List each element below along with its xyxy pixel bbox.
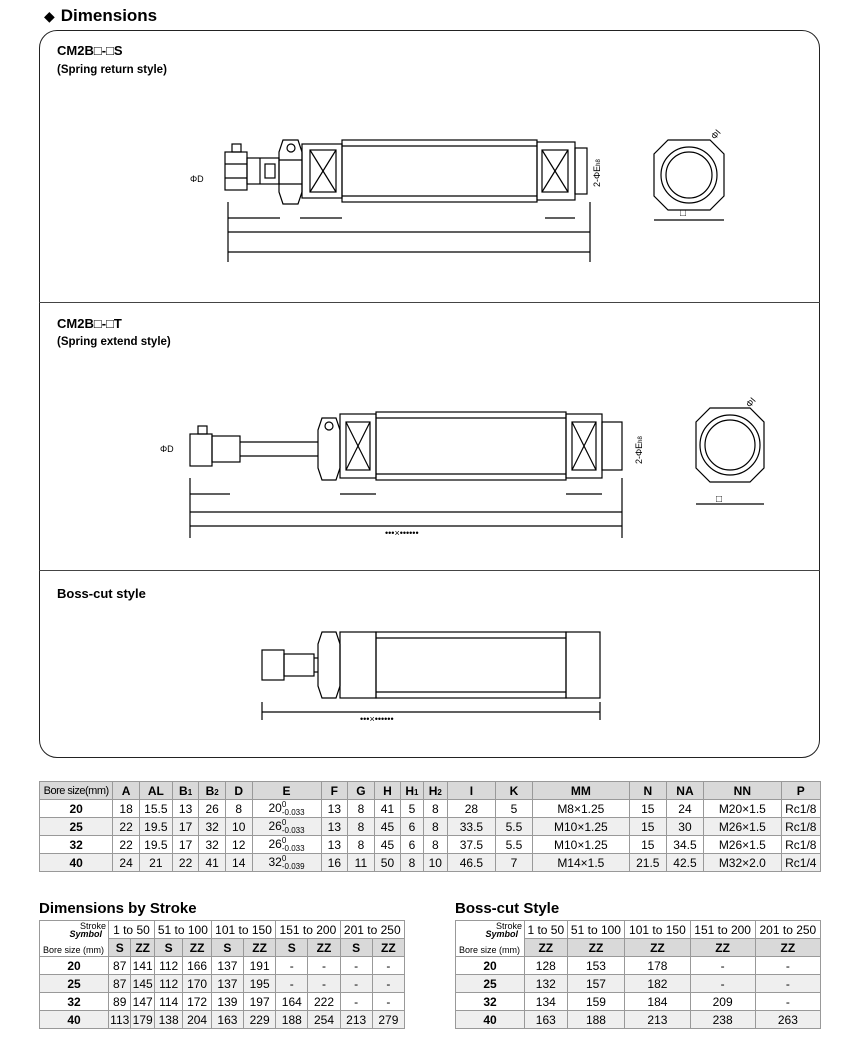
cell-g: 8 bbox=[348, 800, 375, 818]
stroke-range-5: 201 to 250 bbox=[340, 921, 404, 939]
boss-value-cell: 184 bbox=[625, 993, 690, 1011]
bore-cell: 40 bbox=[40, 854, 113, 872]
cell-nn: M20×1.5 bbox=[704, 800, 782, 818]
cell-f: 16 bbox=[321, 854, 348, 872]
cell-h2: 8 bbox=[423, 836, 447, 854]
stroke-value-cell: 141 bbox=[132, 958, 153, 973]
stroke-value-cell: 204 bbox=[183, 1011, 211, 1029]
cell-mm: M8×1.25 bbox=[533, 800, 630, 818]
boss-value-cell: - bbox=[755, 975, 820, 993]
stroke-value-cell: 137 bbox=[211, 975, 243, 993]
bore-cell: 32 bbox=[40, 836, 113, 854]
square-label-2: □ bbox=[716, 494, 723, 505]
stroke-value-cell: - bbox=[308, 975, 340, 993]
spring-return-subtitle: (Spring return style) bbox=[57, 64, 167, 76]
bore-cell: 40 bbox=[40, 1011, 109, 1029]
col-d: D bbox=[225, 782, 252, 800]
cell-i: 37.5 bbox=[448, 836, 496, 854]
cell-k: 5 bbox=[495, 800, 532, 818]
stroke-range-2: 51 to 100 bbox=[154, 921, 211, 939]
cell-b2: 41 bbox=[199, 854, 226, 872]
boss-value-cell: 182 bbox=[625, 975, 690, 993]
stroke-value-cell: - bbox=[372, 993, 404, 1011]
table-row bbox=[40, 800, 821, 818]
phi-d-label: ΦD bbox=[190, 174, 204, 184]
cell-na: 42.5 bbox=[666, 854, 703, 872]
cell-p: Rc1/8 bbox=[781, 818, 820, 836]
stroke-dimension-table bbox=[39, 920, 405, 1029]
bore-cell: 32 bbox=[456, 993, 525, 1011]
cell-h1: 6 bbox=[401, 836, 423, 854]
col-b1: B1 bbox=[172, 782, 199, 800]
cell-b1: 13 bbox=[172, 800, 199, 818]
bore-cell: 25 bbox=[40, 818, 113, 836]
cell-a: 22 bbox=[113, 836, 140, 854]
cell-h2: 10 bbox=[423, 854, 447, 872]
table-row bbox=[456, 1011, 821, 1029]
symbol-header: S bbox=[211, 939, 243, 957]
boss-value-cell: 159 bbox=[567, 993, 625, 1011]
symbol-header: ZZ bbox=[244, 939, 276, 957]
stroke-value-cell: 213 bbox=[340, 1011, 372, 1029]
cell-i: 33.5 bbox=[448, 818, 496, 836]
tolerance: 0 -0.039 bbox=[281, 853, 305, 871]
col-g: G bbox=[348, 782, 375, 800]
symbol-header: ZZ bbox=[567, 939, 625, 957]
tolerance: 0 -0.033 bbox=[281, 835, 305, 853]
boss-value-cell: 238 bbox=[690, 1011, 755, 1029]
col-mm: MM bbox=[533, 782, 630, 800]
phi-e-label-2: 2-ΦEh8 bbox=[634, 436, 644, 464]
stroke-table-title: Dimensions by Stroke bbox=[39, 900, 197, 917]
cell-n: 21.5 bbox=[629, 854, 666, 872]
boss-table-title: Boss-cut Style bbox=[455, 900, 560, 917]
col-na: NA bbox=[666, 782, 703, 800]
bore-cell: 40 bbox=[456, 1011, 525, 1029]
cell-a: 22 bbox=[113, 818, 140, 836]
stroke-dim-label: •••×•••••• bbox=[385, 528, 419, 538]
boss-cut-title: Boss-cut style bbox=[57, 586, 146, 601]
boss-table-corner: Stroke Symbol Bore size (mm) bbox=[456, 921, 525, 957]
stroke-value-cell: 170 bbox=[183, 975, 211, 993]
cell-h1: 5 bbox=[401, 800, 423, 818]
cell-d: 12 bbox=[225, 836, 252, 854]
stroke-value-cell: 138 bbox=[154, 1011, 182, 1029]
symbol-header: ZZ bbox=[131, 939, 154, 957]
cell-k: 7 bbox=[495, 854, 532, 872]
boss-range-2: 51 to 100 bbox=[567, 921, 625, 939]
square-label: □ bbox=[680, 208, 687, 219]
cell-g: 8 bbox=[348, 836, 375, 854]
col-p: P bbox=[781, 782, 820, 800]
phi-d-label-2: ΦD bbox=[160, 444, 174, 454]
cell-p: Rc1/8 bbox=[781, 836, 820, 854]
stroke-value-cell: 112 bbox=[154, 975, 182, 993]
main-table-header bbox=[40, 782, 821, 800]
boss-value-cell: - bbox=[690, 975, 755, 993]
col-nn: NN bbox=[704, 782, 782, 800]
stroke-value-cell: - bbox=[308, 957, 340, 975]
tolerance: 0 -0.033 bbox=[281, 817, 305, 835]
boss-value-cell: 134 bbox=[525, 993, 568, 1011]
stroke-value-cell: 89 bbox=[109, 993, 131, 1011]
main-dimension-table bbox=[39, 781, 821, 872]
boss-value-cell: - bbox=[755, 993, 820, 1011]
stroke-value-cell: 279 bbox=[372, 1011, 404, 1029]
boss-value-cell: 132 bbox=[525, 975, 568, 993]
stroke-value-cell: 87 bbox=[109, 975, 131, 993]
stroke-value-cell: 191 bbox=[244, 957, 276, 975]
stroke-value-cell: - bbox=[372, 975, 404, 993]
cell-n: 15 bbox=[629, 836, 666, 854]
tolerance: 0 -0.033 bbox=[281, 799, 305, 817]
section-divider bbox=[39, 570, 820, 571]
cell-f: 13 bbox=[321, 836, 348, 854]
boss-value-cell: 209 bbox=[690, 993, 755, 1011]
spring-return-model: CM2B□-□S bbox=[57, 43, 123, 58]
phi-i-label: ΦI bbox=[708, 127, 723, 142]
cell-e: 260 -0.033 bbox=[252, 818, 321, 836]
stroke-value-cell: - bbox=[276, 975, 308, 993]
cell-b1: 17 bbox=[172, 818, 199, 836]
stroke-range-1: 1 to 50 bbox=[109, 921, 155, 939]
stroke-value-cell: 147 bbox=[132, 994, 153, 1009]
table-row bbox=[40, 1011, 405, 1029]
stroke-value-cell: - bbox=[372, 957, 404, 975]
cell-b2: 26 bbox=[199, 800, 226, 818]
stroke-range-3: 101 to 150 bbox=[211, 921, 275, 939]
cell-d: 10 bbox=[225, 818, 252, 836]
spring-extend-drawing bbox=[150, 378, 780, 548]
boss-value-cell: 178 bbox=[625, 957, 690, 975]
col-i: I bbox=[448, 782, 496, 800]
spring-return-drawing bbox=[120, 92, 740, 272]
boss-range-4: 151 to 200 bbox=[690, 921, 755, 939]
cell-b1: 17 bbox=[172, 836, 199, 854]
col-b2: B2 bbox=[199, 782, 226, 800]
symbol-header: ZZ bbox=[183, 939, 211, 957]
cell-mm: M10×1.25 bbox=[533, 836, 630, 854]
table-row bbox=[40, 818, 821, 836]
col-h2: H2 bbox=[423, 782, 447, 800]
cell-h2: 8 bbox=[423, 800, 447, 818]
col-f: F bbox=[321, 782, 348, 800]
table-row bbox=[40, 975, 405, 993]
stroke-value-cell: - bbox=[340, 975, 372, 993]
stroke-value-cell: 114 bbox=[154, 993, 182, 1011]
boss-value-cell: 128 bbox=[525, 957, 568, 975]
cell-h: 50 bbox=[374, 854, 401, 872]
stroke-value-cell: 166 bbox=[183, 957, 211, 975]
boss-value-cell: 157 bbox=[567, 975, 625, 993]
cell-g: 11 bbox=[348, 854, 375, 872]
stroke-value-cell: 113 bbox=[110, 1012, 130, 1027]
cell-nn: M26×1.5 bbox=[704, 818, 782, 836]
cell-e: 320 -0.039 bbox=[252, 854, 321, 872]
stroke-value-cell: 164 bbox=[276, 993, 308, 1011]
cell-f: 13 bbox=[321, 800, 348, 818]
boss-value-cell: 188 bbox=[567, 1011, 625, 1029]
spring-extend-model: CM2B□-□T bbox=[57, 316, 122, 331]
stroke-table-corner: Stroke Symbol Bore size (mm) bbox=[40, 921, 109, 957]
diamond-bullet-icon: ◆ bbox=[44, 7, 55, 24]
col-al: AL bbox=[139, 782, 172, 800]
boss-value-cell: 163 bbox=[525, 1011, 568, 1029]
col-bore-size: Bore size(mm) bbox=[40, 782, 113, 800]
stroke-value-cell: 112 bbox=[154, 957, 182, 975]
table-row bbox=[40, 957, 405, 975]
col-n: N bbox=[629, 782, 666, 800]
cell-al: 21 bbox=[139, 854, 172, 872]
section-divider bbox=[39, 302, 820, 303]
boss-value-cell: 213 bbox=[625, 1011, 690, 1029]
cell-h2: 8 bbox=[423, 818, 447, 836]
stroke-value-cell: 163 bbox=[211, 1011, 243, 1029]
boss-value-cell: 263 bbox=[755, 1011, 820, 1029]
cell-al: 15.5 bbox=[139, 800, 172, 818]
bore-cell: 20 bbox=[40, 800, 113, 818]
cell-h1: 8 bbox=[401, 854, 423, 872]
stroke-value-cell: - bbox=[340, 957, 372, 975]
stroke-value-cell: 188 bbox=[276, 1011, 308, 1029]
cell-h1: 6 bbox=[401, 818, 423, 836]
cell-d: 14 bbox=[225, 854, 252, 872]
boss-cut-table bbox=[455, 920, 821, 1029]
cell-h: 45 bbox=[374, 818, 401, 836]
cell-g: 8 bbox=[348, 818, 375, 836]
symbol-header: S bbox=[154, 939, 182, 957]
col-h1: H1 bbox=[401, 782, 423, 800]
stroke-value-cell: 229 bbox=[244, 1011, 276, 1029]
table-row bbox=[40, 836, 821, 854]
cell-b2: 32 bbox=[199, 818, 226, 836]
symbol-header: ZZ bbox=[372, 939, 404, 957]
symbol-header: S bbox=[109, 939, 131, 957]
stroke-value-cell: 197 bbox=[244, 993, 276, 1011]
cell-h: 41 bbox=[374, 800, 401, 818]
cell-e: 260 -0.033 bbox=[252, 836, 321, 854]
table-row bbox=[456, 957, 821, 975]
cell-b1: 22 bbox=[172, 854, 199, 872]
cell-b2: 32 bbox=[199, 836, 226, 854]
stroke-value-cell: 222 bbox=[308, 993, 340, 1011]
stroke-range-4: 151 to 200 bbox=[276, 921, 340, 939]
cell-na: 34.5 bbox=[666, 836, 703, 854]
col-h: H bbox=[374, 782, 401, 800]
spring-extend-subtitle: (Spring extend style) bbox=[57, 336, 171, 348]
stroke-value-cell: 137 bbox=[211, 957, 243, 975]
cell-nn: M26×1.5 bbox=[704, 836, 782, 854]
bore-cell: 20 bbox=[40, 957, 109, 975]
col-a: A bbox=[113, 782, 140, 800]
cell-n: 15 bbox=[629, 818, 666, 836]
cell-d: 8 bbox=[225, 800, 252, 818]
cell-na: 30 bbox=[666, 818, 703, 836]
boss-range-1: 1 to 50 bbox=[525, 921, 568, 939]
cell-mm: M14×1.5 bbox=[533, 854, 630, 872]
symbol-header: S bbox=[340, 939, 372, 957]
boss-range-3: 101 to 150 bbox=[625, 921, 690, 939]
cell-al: 19.5 bbox=[139, 836, 172, 854]
col-e: E bbox=[252, 782, 321, 800]
cell-p: Rc1/8 bbox=[781, 800, 820, 818]
stroke-value-cell: 254 bbox=[308, 1011, 340, 1029]
cell-mm: M10×1.25 bbox=[533, 818, 630, 836]
page-title bbox=[44, 6, 157, 26]
cell-nn: M32×2.0 bbox=[704, 854, 782, 872]
cell-a: 24 bbox=[113, 854, 140, 872]
stroke-value-cell: 139 bbox=[211, 993, 243, 1011]
cell-h: 45 bbox=[374, 836, 401, 854]
stroke-value-cell: - bbox=[340, 993, 372, 1011]
bore-cell: 25 bbox=[456, 975, 525, 993]
cell-k: 5.5 bbox=[495, 818, 532, 836]
stroke-value-cell: 87 bbox=[109, 957, 131, 975]
boss-stroke-dim-label: •••×•••••• bbox=[360, 714, 394, 724]
table-row bbox=[456, 993, 821, 1011]
cell-p: Rc1/4 bbox=[781, 854, 820, 872]
cell-na: 24 bbox=[666, 800, 703, 818]
phi-e-label: 2-ΦEh8 bbox=[592, 159, 602, 187]
stroke-value-cell: 179 bbox=[132, 1012, 153, 1027]
table-row bbox=[40, 993, 405, 1011]
bore-cell: 25 bbox=[40, 975, 109, 993]
symbol-header: ZZ bbox=[625, 939, 690, 957]
col-k: K bbox=[495, 782, 532, 800]
stroke-value-cell: - bbox=[276, 957, 308, 975]
boss-value-cell: - bbox=[690, 957, 755, 975]
boss-value-cell: 153 bbox=[567, 957, 625, 975]
cell-e: 200 -0.033 bbox=[252, 800, 321, 818]
page-title-text: Dimensions bbox=[60, 6, 158, 25]
bore-cell: 32 bbox=[40, 993, 109, 1011]
symbol-header: ZZ bbox=[755, 939, 820, 957]
stroke-value-cell: 195 bbox=[244, 975, 276, 993]
symbol-header: ZZ bbox=[308, 939, 340, 957]
boss-range-5: 201 to 250 bbox=[755, 921, 820, 939]
cell-al: 19.5 bbox=[139, 818, 172, 836]
cell-a: 18 bbox=[113, 800, 140, 818]
cell-i: 28 bbox=[448, 800, 496, 818]
bore-cell: 20 bbox=[456, 957, 525, 975]
boss-cut-drawing bbox=[250, 622, 620, 728]
symbol-header: ZZ bbox=[525, 939, 568, 957]
table-row bbox=[40, 854, 821, 872]
cell-k: 5.5 bbox=[495, 836, 532, 854]
symbol-header: S bbox=[276, 939, 308, 957]
symbol-header: ZZ bbox=[690, 939, 755, 957]
table-row bbox=[456, 975, 821, 993]
boss-value-cell: - bbox=[755, 957, 820, 975]
cell-f: 13 bbox=[321, 818, 348, 836]
stroke-value-cell: 145 bbox=[132, 976, 153, 991]
stroke-value-cell: 172 bbox=[183, 993, 211, 1011]
cell-i: 46.5 bbox=[448, 854, 496, 872]
phi-i-label-2: ΦI bbox=[743, 395, 758, 410]
cell-n: 15 bbox=[629, 800, 666, 818]
